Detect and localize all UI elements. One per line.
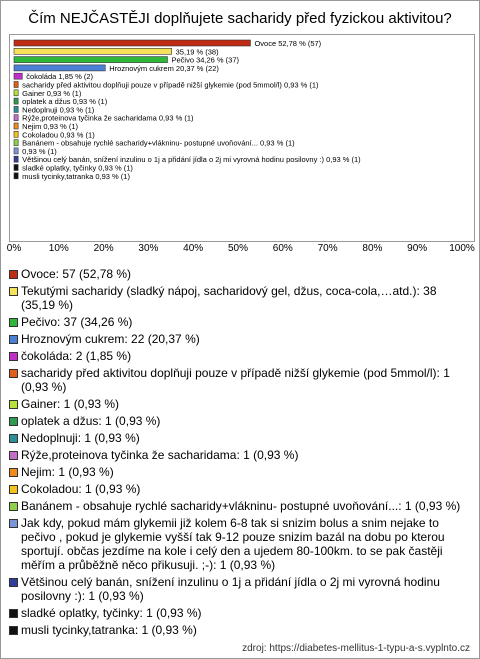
legend-label-5: sacharidy před aktivitou doplňuji pouze v případě nižší glykemie (pod 5mmol/l): 1 (0,93 %) [21,366,450,394]
legend-item-0 [9,267,471,281]
legend-item-10 [9,465,471,479]
x-tick-label-8: 80% [362,243,383,254]
legend-item-11 [9,482,471,496]
legend-item-6 [9,397,471,411]
legend-swatch-11 [9,485,18,494]
legend-item-14 [9,575,471,603]
bar-9 [14,115,18,121]
x-tick-label-6: 60% [272,243,293,254]
legend-label-2: Pečivo: 37 (34,26 %) [21,315,133,329]
legend-label-16: musli tycinky,tatranka: 1 (0,93 %) [21,623,197,637]
bar-12 [14,140,18,146]
bar-label-3: Hroznovým cukrem 20,37 % (22) [109,63,219,73]
bar-8 [14,106,18,112]
legend-item-9 [9,448,471,462]
x-tick-label-4: 40% [183,243,204,254]
bar-label-0: Ovoce 52,78 % (57) [254,39,322,48]
legend-label-10: Nejim: 1 (0,93 %) [21,465,114,479]
bar-label-1: 35,19 % (38) [175,47,219,57]
legend-swatch-1 [9,287,18,296]
legend-swatch-4 [9,352,18,361]
x-tick-label-5: 50% [227,243,249,254]
bar-5 [14,82,18,88]
bar-10 [14,123,18,129]
legend-item-2 [9,315,471,329]
bar-3 [14,65,105,71]
bar-label-9: Rýže,proteinova tyčinka že sacharidama 0,93 % (1) [22,113,194,123]
legend-item-7 [9,414,471,428]
x-axis-ticks [1,243,479,259]
legend-swatch-0 [9,270,18,279]
legend-label-8: Nedoplnuji: 1 (0,93 %) [21,431,140,445]
legend-item-16 [9,623,471,637]
legend-label-15: sladké oplatky, tyčinky: 1 (0,93 %) [21,606,202,620]
bar-label-5: sacharidy před aktivitou doplňuji pouze v případě nižší glykemie (pod 5mmol/l) 0,93 % (1) [22,80,319,90]
legend-swatch-7 [9,417,18,426]
legend-label-13: Jak kdy, pokud mám glykemii již kolem 6-8 tak si snizim bolus a snim nejake to pečivo , pokud je glykemie vyšší tak 9-12 pouze snizim bazál na dobu po kterou sportují. občas jezdíme na kole i celý den a ujedem 80-100km. to se pak častěji měřím a průběžně něco přikusuji. ;-): 1 (0,93 %) [21,516,445,572]
bar-11 [14,131,18,137]
legend-swatch-6 [9,400,18,409]
bar-label-16: musli tycinky,tatranka 0,93 % (1) [22,171,130,181]
legend-swatch-12 [9,502,18,511]
legend-swatch-5 [9,369,18,378]
legend-item-3 [9,332,471,346]
legend-item-4 [9,349,471,363]
legend-label-4: čokoláda: 2 (1,85 %) [21,349,132,363]
legend-label-1: Tekutými sacharidy (sladký nápoj, sacharidový gel, džus, coca-cola,…atd.): 38 (35,19 %) [21,284,437,312]
legend-swatch-15 [9,609,18,618]
bar-label-13: 0,93 % (1) [22,146,57,156]
x-tick-label-3: 30% [138,243,159,254]
x-tick-label-7: 70% [317,243,338,254]
legend-item-15 [9,606,471,620]
bar-label-6: Gainer 0,93 % (1) [22,88,82,98]
bar-label-7: oplatek a džus 0,93 % (1) [22,97,108,107]
legend-label-6: Gainer: 1 (0,93 %) [21,397,120,411]
bar-label-4: čokoláda 1,85 % (2) [26,72,94,82]
legend-label-7: oplatek a džus: 1 (0,93 %) [21,414,161,428]
legend-swatch-14 [9,578,18,587]
legend-swatch-8 [9,434,18,443]
legend [9,267,471,640]
bar-label-11: Cokoladou 0,93 % (1) [22,130,95,140]
legend-item-13 [9,516,471,572]
legend-label-0: Ovoce: 57 (52,78 %) [21,267,132,281]
bar-14 [14,156,18,162]
x-tick-label-10: 100% [449,243,475,254]
bar-13 [14,148,18,154]
bar-label-15: sladké oplatky, tyčinky 0,93 % (1) [22,163,133,173]
x-tick-label-2: 20% [93,243,114,254]
bar-label-14: Většinou celý banán, snížení inzulinu o 1j a přidání jídla o 2j mi vyrovná hodinu posilovny :) 0,93 % (1) [22,155,361,165]
legend-swatch-9 [9,451,18,460]
legend-item-1 [9,284,471,312]
legend-swatch-13 [9,519,18,528]
bar-label-8: Nedoplnuji 0,93 % (1) [22,105,95,115]
bar-0 [14,40,250,46]
legend-label-9: Rýže,proteinova tyčinka že sacharidama: 1 (0,93 %) [21,448,299,462]
legend-swatch-3 [9,335,18,344]
bar-4 [14,73,22,79]
legend-label-11: Cokoladou: 1 (0,93 %) [21,482,141,496]
bar-15 [14,165,18,171]
bar-label-2: Pečivo 34,26 % (37) [171,55,240,65]
bar-7 [14,98,18,104]
legend-label-12: Banánem - obsahuje rychlé sacharidy+vlákninu- postupné uvoňování...: 1 (0,93 %) [21,499,461,513]
legend-item-5 [9,366,471,394]
source-text: zdroj: https://diabetes-mellitus-1-typu-a-s.vyplnto.cz [242,643,470,654]
legend-label-3: Hroznovým cukrem: 22 (20,37 %) [21,332,200,346]
plot-area [9,34,475,242]
bar-16 [14,173,18,179]
legend-item-8 [9,431,471,445]
bar-label-10: Nejim 0,93 % (1) [22,122,79,131]
x-tick-label-1: 10% [48,243,69,254]
bar-1 [14,48,172,54]
x-tick-label-0: 0% [6,243,22,254]
bar-2 [14,57,167,63]
chart-title: Čím NEJČASTĚJI doplňujete sacharidy před fyzickou aktivitou? [28,10,452,27]
legend-swatch-10 [9,468,18,477]
legend-swatch-2 [9,318,18,327]
bar-chart-svg [10,35,474,241]
bar-label-12: Banánem - obsahuje rychlé sacharidy+vlákninu- postupné uvoňování... 0,93 % (1) [22,138,295,148]
legend-label-14: Většinou celý banán, snížení inzulinu o 1j a přidání jídla o 2j mi vyrovná hodinu posilovny :): 1 (0,93 %) [21,575,440,603]
bar-6 [14,90,18,96]
x-tick-label-9: 90% [407,243,428,254]
legend-swatch-16 [9,626,18,635]
legend-item-12 [9,499,471,513]
